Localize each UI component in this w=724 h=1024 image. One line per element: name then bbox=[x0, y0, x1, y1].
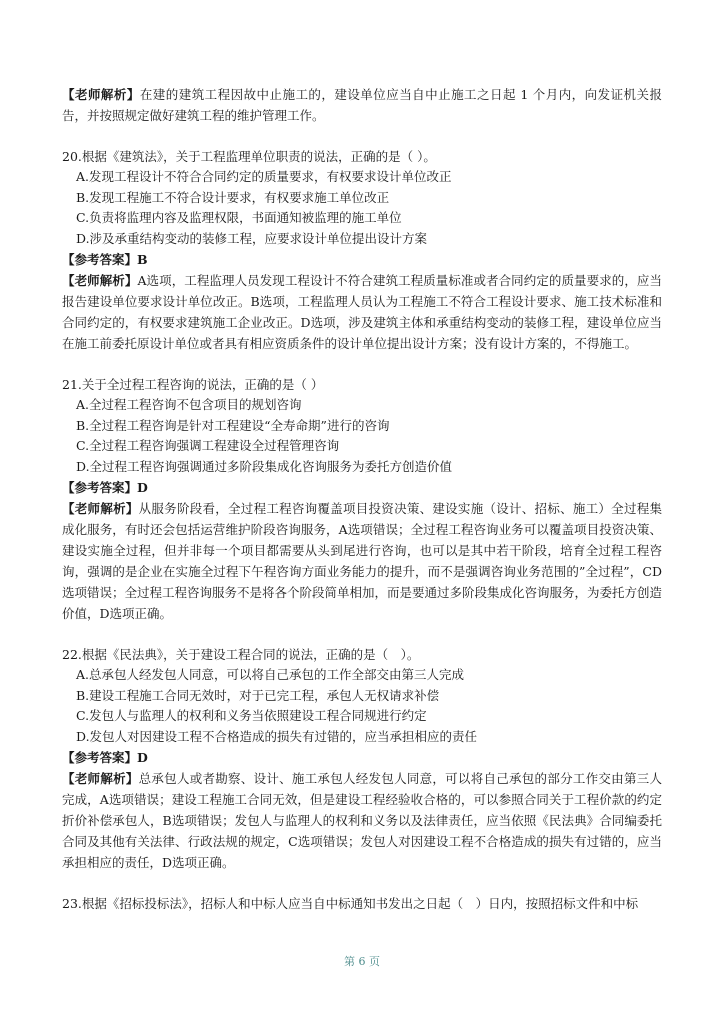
question-21-option-d: D.全过程工程咨询强调通过多阶段集成化咨询服务为委托方创造价值 bbox=[76, 458, 453, 474]
question-21-stem: 21.关于全过程工程咨询的说法，正确的是（ ） bbox=[62, 377, 324, 392]
question-21-answer bbox=[62, 477, 662, 498]
answer-value: D bbox=[137, 750, 148, 765]
answer-tag: 【参考答案】 bbox=[62, 480, 138, 495]
question-20-option-a: A.发现工程设计不符合合同约定的质量要求，有权要求设计单位改正 bbox=[76, 169, 452, 184]
analysis-text: 从服务阶段看，全过程工程咨询覆盖项目投资决策、建设实施（设计、招标、施工）全过程集成化服务，有时还会包括运营维护阶段咨询服务，A选项错误；全过程工程咨询业务可以覆盖项目投资决策、建设实施全过程，但并非每一个项目都需要从头到尾进行咨询，也可以是其中若干阶段，培育全过程工程咨询，强调的是企业在实施全过程下午程咨询方面业务能力的提升，而不是强调咨询业务范围的”全过程”，CD选项错误；全过程工程咨询服务不是将各个阶段简单相加，而是要通过多阶段集成化咨询服务，为委托方创造价值，D选项正确。 bbox=[62, 501, 663, 621]
page-number: 第 6 页 bbox=[344, 955, 380, 968]
question-21 bbox=[62, 374, 662, 624]
analysis-text: 总承包人或者勘察、设计、施工承包人经发包人同意，可以将自己承包的部分工作交由第三人完成，A选项错误；建设工程施工合同无效，但是建设工程经验收合格的，可以参照合同关于工程价款的约定折价补偿承包人，B选项错误；发包人与监理人的权利和义务以及法律责任，应当依照《民法典》合同编委托合同及其他有关法律、行政法规的规定，C选项错误；发包人对因建设工程不合格造成的损失有过错的，应当承担相应的责任，D选项正确。 bbox=[62, 771, 662, 870]
question-23-stem: 23.根据《招标投标法》，招标人和中标人应当自中标通知书发出之日起（ ）日内，按照招标文件和中标 bbox=[62, 896, 639, 911]
answer-value: B bbox=[137, 252, 148, 267]
question-21-option-a: A.全过程工程咨询不包含项目的规划咨询 bbox=[76, 397, 302, 412]
answer-tag: 【参考答案】 bbox=[62, 252, 138, 267]
analysis-tag: 【老师解析】 bbox=[62, 501, 139, 516]
question-22-answer bbox=[62, 747, 662, 768]
question-20-option-c: C.负责将监理内容及监理权限，书面通知被监理的施工单位 bbox=[76, 210, 402, 225]
analysis-tag: 【老师解析】 bbox=[62, 87, 140, 102]
question-22 bbox=[62, 644, 662, 873]
question-22-option-a: A.总承包人经发包人同意，可以将自己承包的工作全部交由第三人完成 bbox=[76, 667, 465, 682]
question-20 bbox=[62, 146, 662, 354]
question-22-option-b: B.建设工程施工合同无效时，对于已完工程，承包人无权请求补偿 bbox=[76, 687, 440, 703]
answer-value: D bbox=[137, 480, 148, 495]
question-21-option-c: C.全过程工程咨询强调工程建设全过程管理咨询 bbox=[76, 438, 340, 453]
question-20-analysis bbox=[62, 270, 662, 354]
question-21-analysis bbox=[62, 498, 662, 624]
analysis-text: A选项，工程监理人员发现工程设计不符合建筑工程质量标准或者合同约定的质量要求的，应当报告建设单位要求设计单位改正。B选项，工程监理人员认为工程施工不符合工程设计要求、施工技术标准和合同约定的，有权要求建筑施工企业改正。D选项，涉及建筑主体和承重结构变动的装修工程，建设单位应当在施工前委托原设计单位或者具有相应资质条件的设计单位提出设计方案；没有设计方案的，不得施工。 bbox=[62, 273, 662, 351]
question-20-option-b: B.发现工程施工不符合设计要求，有权要求施工单位改正 bbox=[76, 189, 390, 205]
question-21-option-b: B.全过程工程咨询是针对工程建设“全寿命期”进行的咨询 bbox=[76, 417, 390, 433]
question-22-option-d: D.发包人对因建设工程不合格造成的损失有过错的，应当承担相应的责任 bbox=[76, 728, 478, 744]
question-22-analysis bbox=[62, 768, 662, 873]
question-20-stem: 20.根据《建筑法》，关于工程监理单位职责的说法，正确的是（ ）。 bbox=[62, 149, 436, 164]
analysis-tag: 【老师解析】 bbox=[62, 771, 139, 786]
question-20-option-d: D.涉及承重结构变动的装修工程，应要求设计单位提出设计方案 bbox=[76, 230, 428, 246]
question-20-answer bbox=[62, 249, 662, 270]
question-22-stem: 22.根据《民法典》，关于建设工程合同的说法，正确的是（ ）。 bbox=[62, 647, 420, 662]
analysis-tag: 【老师解析】 bbox=[62, 273, 138, 288]
document-body bbox=[62, 84, 662, 914]
answer-tag: 【参考答案】 bbox=[62, 750, 138, 765]
analysis-text: 在建的建筑工程因故中止施工的，建设单位应当自中止施工之日起 1 个月内，向发证机关报告，并按照规定做好建筑工程的维护管理工作。 bbox=[62, 87, 662, 123]
analysis-paragraph bbox=[62, 84, 662, 126]
question-22-option-c: C.发包人与监理人的权利和义务当依照建设工程合同规进行约定 bbox=[76, 708, 427, 723]
